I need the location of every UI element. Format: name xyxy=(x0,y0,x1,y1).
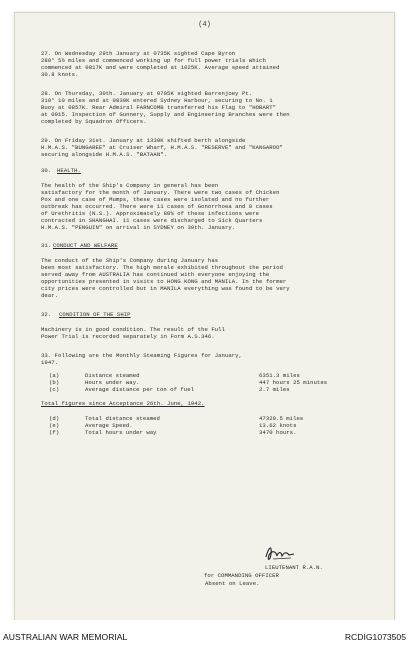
health-heading-number: 30. xyxy=(41,167,52,174)
totals-row-e-key: (e) xyxy=(49,422,60,429)
para-27-line-1: 27. On Wednesday 29th January at 0735K sighted Cape Byron xyxy=(41,50,236,57)
page-number: (4) xyxy=(198,21,211,29)
totals-row-f-label: Total hours under way xyxy=(85,429,157,436)
para-29-line-1: 29. On Friday 31st. January at 1330K shifted berth alongside xyxy=(41,137,246,144)
conduct-line-1: The conduct of the Ship's Company during January has xyxy=(41,257,219,264)
signature-rank: LIEUTENANT R.A.N. xyxy=(265,564,323,571)
para-29-line-3: securing alongside H.M.A.S. "BATAAN". xyxy=(41,151,168,158)
health-line-4: outbreak has occurred. There were 11 cases of Gonorrhoea and 8 cases xyxy=(41,203,273,210)
health-line-7: H.M.A.S. "PENGUIN" on arrival in SYDNEY on 30th. January. xyxy=(41,224,236,231)
steaming-row-b-key: (b) xyxy=(49,379,60,386)
para-29-line-2: H.M.A.S. "BUNGAREE" at Cruiser Wharf, H.M.A.S. "RESERVE" and "KANGAROO" xyxy=(41,144,283,151)
steaming-intro-line-2: 1947. xyxy=(41,359,59,366)
para-27-line-3: commenced at 0817K and were completed at 1025K. Average speed attained xyxy=(41,64,280,71)
handwritten-signature xyxy=(263,542,297,564)
totals-row-d-value: 47329.5 miles xyxy=(259,415,304,422)
condition-heading: CONDITION OF THE SHIP xyxy=(59,311,131,318)
totals-row-e-value: 13.62 knots xyxy=(259,422,297,429)
totals-row-f-key: (f) xyxy=(49,429,60,436)
signature-for-line: for COMMANDING OFFICER xyxy=(204,572,279,579)
totals-row-f-value: 3470 hours. xyxy=(259,429,297,436)
conduct-line-2: been most satisfactory. The high morale exhibited throughout the period xyxy=(41,264,283,271)
steaming-row-a-label: Distance steamed xyxy=(85,372,140,379)
conduct-line-5: city prices were controlled but in MANILA everything was found to be very xyxy=(41,285,290,292)
footer-record-id: RCDIG1073505 xyxy=(344,632,406,642)
conduct-line-4: opportunities presented in visits to HONG KONG and MANILA. In the former xyxy=(41,278,287,285)
para-27-line-4: 30.8 knots. xyxy=(41,71,79,78)
signature-absent-line: Absent on Leave. xyxy=(205,580,260,587)
totals-row-d-key: (d) xyxy=(49,415,60,422)
para-28-line-3: Buoy at 0857K. Rear Admiral FARNCOMB transferred his Flag to "HOBART" xyxy=(41,104,277,111)
archive-footer xyxy=(0,620,410,654)
para-27-line-2: 280° 5½ miles and commenced working up for full power trials which xyxy=(41,57,266,64)
steaming-row-c-key: (c) xyxy=(49,386,60,393)
health-line-5: of Urethritis (N.S.). Approximately 80% of these infections were xyxy=(41,210,260,217)
document-page xyxy=(14,12,395,622)
para-28-line-4: at 0915. Inspection of Gunnery, Supply and Engineering Branches were then xyxy=(41,111,290,118)
conduct-heading: CONDUCT AND WELFARE xyxy=(53,242,118,249)
conduct-line-3: served away from AUSTRALIA has continued with everyone enjoying the xyxy=(41,271,270,278)
condition-heading-number: 32. xyxy=(41,311,52,318)
steaming-row-b-label: Hours under way. xyxy=(85,379,140,386)
steaming-row-a-value: 6351.3 miles xyxy=(259,372,300,379)
para-28-line-1: 28. On Thursday, 30th. January at 0705K sighted Barrenjoey Pt. xyxy=(41,90,253,97)
totals-heading: Total figures since Acceptance 26th. June, 1942. xyxy=(41,400,205,407)
totals-row-e-label: Average Speed. xyxy=(85,422,133,429)
health-line-3: Pox and one case of Mumps, these cases were isolated and no further xyxy=(41,196,270,203)
health-line-6: contracted in SHANGHAI. 11 cases were discharged to Sick Quarters xyxy=(41,217,263,224)
footer-institution: AUSTRALIAN WAR MEMORIAL xyxy=(3,632,128,642)
health-heading: HEALTH. xyxy=(57,167,81,174)
conduct-line-6: dear. xyxy=(41,292,59,299)
para-28-line-2: 310° 10 miles and at 0830K entered Sydney Harbour, securing to No. 1 xyxy=(41,97,273,104)
para-28-line-5: completed by Squadron Officers. xyxy=(41,118,147,125)
health-line-1: The health of the Ship's Company in general has been xyxy=(41,182,219,189)
steaming-row-a-key: (a) xyxy=(49,372,60,379)
condition-line-2: Power Trial is recorded separately in Form A.S.346. xyxy=(41,333,215,340)
totals-row-d-label: Total distance steamed xyxy=(85,415,160,422)
health-line-2: satisfactory for the month of January. There were two cases of Chicken xyxy=(41,189,280,196)
condition-line-1: Machinery is in good condition. The result of the Full xyxy=(41,326,225,333)
steaming-row-c-label: Average distance per ton of fuel xyxy=(85,386,195,393)
steaming-intro-line-1: 33. Following are the Monthly Steaming Figures for January, xyxy=(41,352,243,359)
conduct-heading-number: 31. xyxy=(41,242,52,249)
steaming-row-b-value: 447 hours 25 minutes xyxy=(259,379,328,386)
steaming-row-c-value: 2.7 miles xyxy=(259,386,290,393)
